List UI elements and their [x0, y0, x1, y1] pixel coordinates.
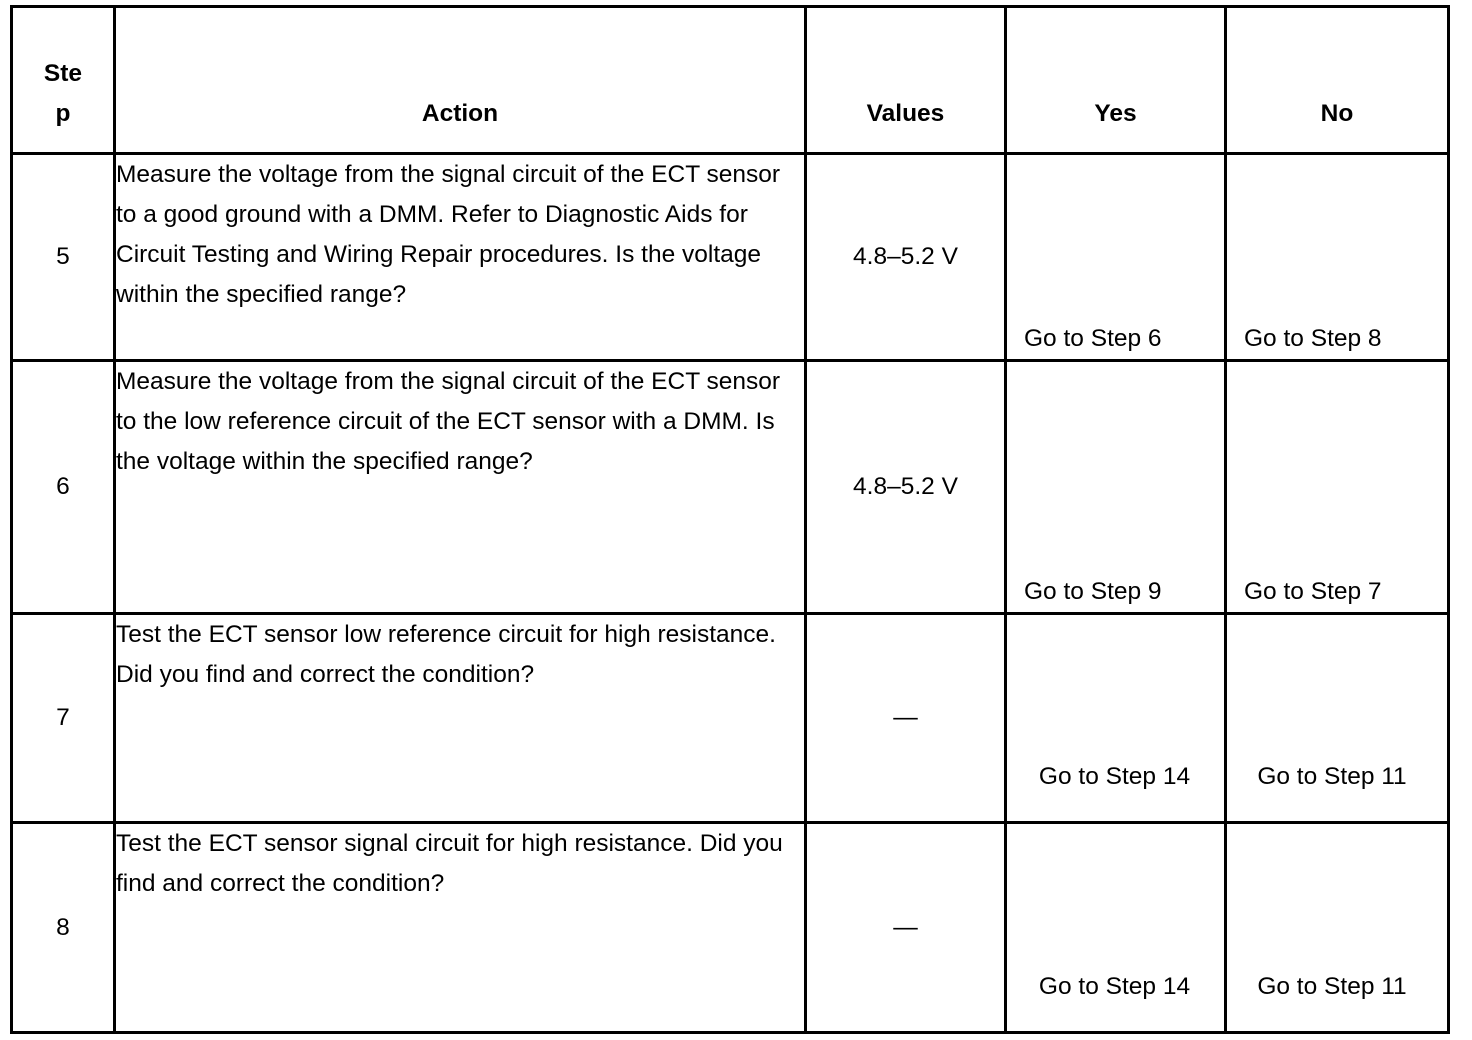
yes-result: Go to Step 14 [1006, 823, 1226, 1033]
header-step: Step [12, 7, 115, 154]
yes-result: Go to Step 14 [1006, 614, 1226, 823]
header-values: Values [806, 7, 1006, 154]
step-number: 5 [12, 154, 115, 361]
value-cell: — [806, 823, 1006, 1033]
table-row [12, 823, 1449, 1033]
header-yes: Yes [1006, 7, 1226, 154]
yes-result: Go to Step 6 [1006, 154, 1226, 361]
step-number: 7 [12, 614, 115, 823]
action-text: Measure the voltage from the signal circuit of the ECT sensor to a good ground with a DMM. Refer to Diagnostic Aids for Circuit Testing and Wiring Repair procedures. Is the voltage within the specified range? [115, 154, 806, 361]
step-number: 8 [12, 823, 115, 1033]
value-cell: 4.8–5.2 V [806, 154, 1006, 361]
action-text: Measure the voltage from the signal circuit of the ECT sensor to the low reference circuit of the ECT sensor with a DMM. Is the voltage within the specified range? [115, 361, 806, 614]
diagnostic-steps-table [10, 5, 1450, 1034]
no-result: Go to Step 11 [1226, 823, 1449, 1033]
table-row [12, 614, 1449, 823]
header-action: Action [115, 7, 806, 154]
value-cell: 4.8–5.2 V [806, 361, 1006, 614]
table-header-row [12, 7, 1449, 154]
yes-result: Go to Step 9 [1006, 361, 1226, 614]
step-number: 6 [12, 361, 115, 614]
no-result: Go to Step 8 [1226, 154, 1449, 361]
no-result: Go to Step 7 [1226, 361, 1449, 614]
no-result: Go to Step 11 [1226, 614, 1449, 823]
value-cell: — [806, 614, 1006, 823]
diagnostic-table-sheet [10, 5, 1447, 1031]
action-text: Test the ECT sensor low reference circuit for high resistance. Did you find and correct the condition? [115, 614, 806, 823]
table-row [12, 361, 1449, 614]
action-text: Test the ECT sensor signal circuit for high resistance. Did you find and correct the condition? [115, 823, 806, 1033]
header-no: No [1226, 7, 1449, 154]
table-row [12, 154, 1449, 361]
